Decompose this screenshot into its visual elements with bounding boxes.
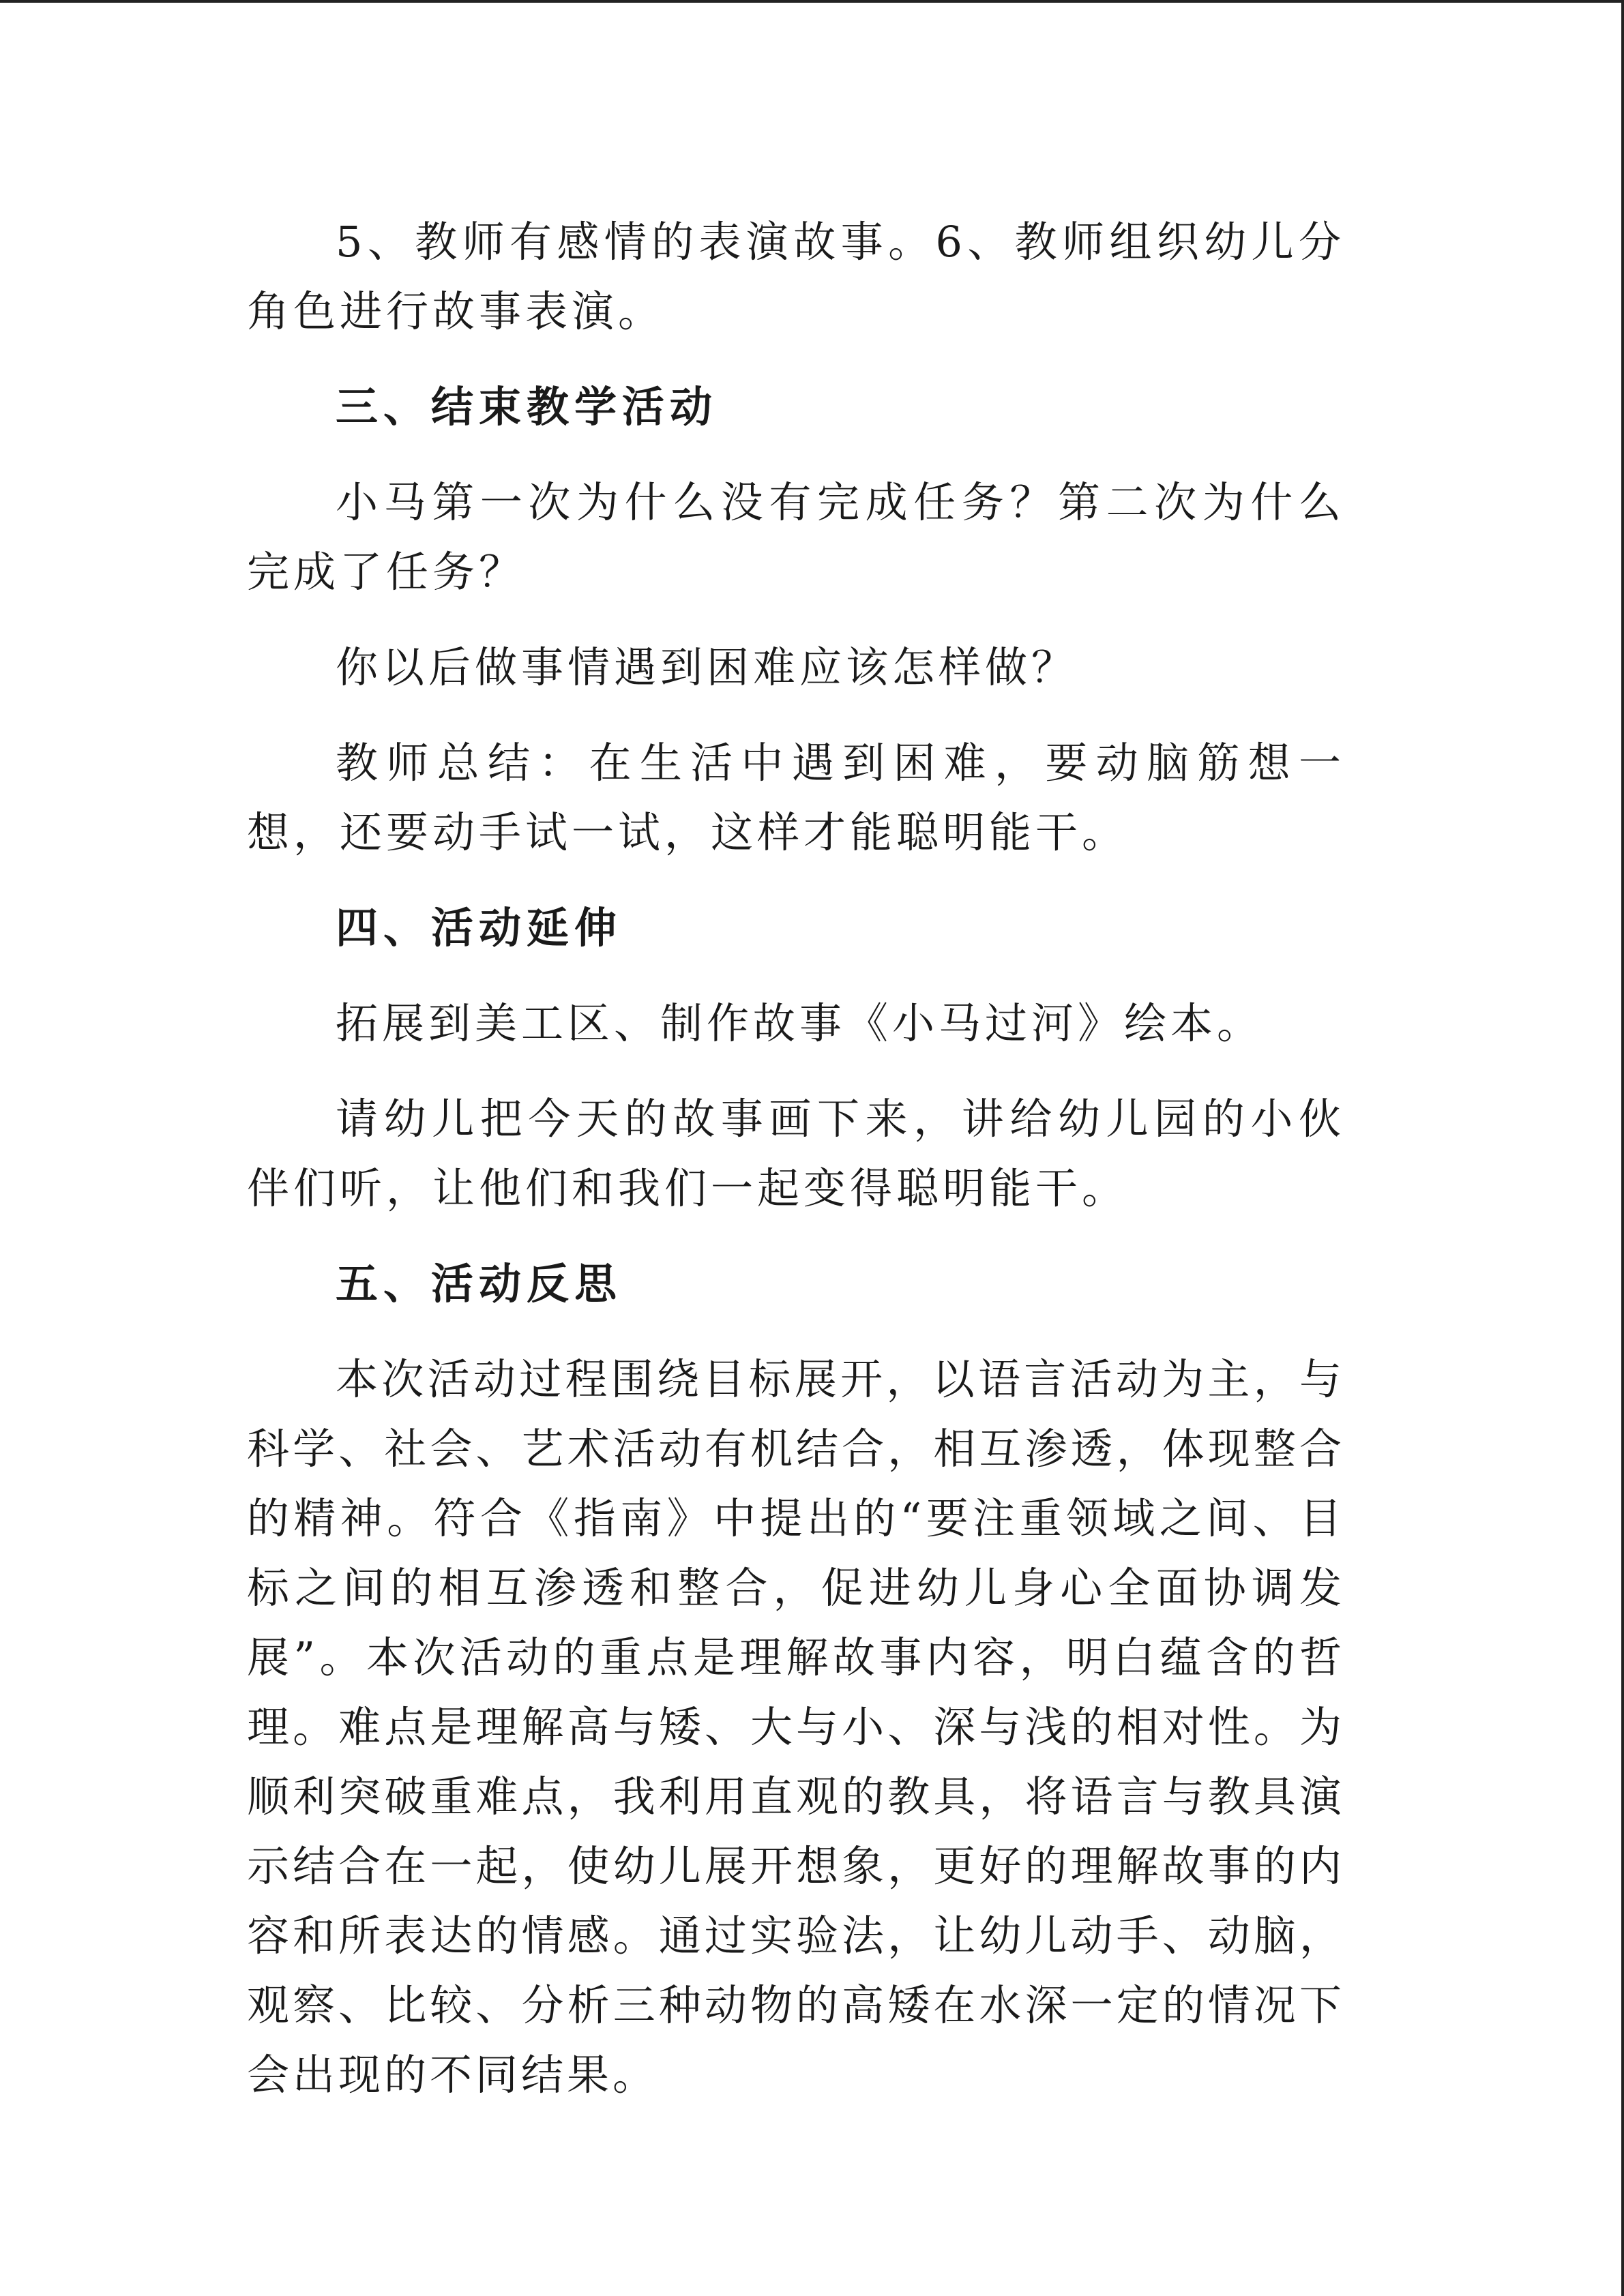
paragraph-question-task: 小马第一次为什么没有完成任务？第二次为什么完成了任务？ xyxy=(247,477,1345,597)
heading-end-activity: 三、结束教学活动 xyxy=(336,382,718,432)
paragraph-question-difficulty: 你以后做事情遇到困难应该怎样做？ xyxy=(336,642,1078,692)
heading-activity-extension: 四、活动延伸 xyxy=(336,903,623,953)
heading-activity-reflection: 五、活动反思 xyxy=(336,1259,623,1309)
paragraph-teacher-summary: 教师总结：在生活中遇到困难，要动脑筋想一想，还要动手试一试，这样才能聪明能干。 xyxy=(247,738,1345,857)
paragraph-art-area: 拓展到美工区、制作故事《小马过河》绘本。 xyxy=(336,998,1264,1048)
paragraph-draw-story: 请幼儿把今天的故事画下来，讲给幼儿园的小伙伴们听，让他们和我们一起变得聪明能干。 xyxy=(247,1094,1345,1213)
document-body xyxy=(247,207,1345,2136)
paragraph-performance: 5、教师有感情的表演故事。6、教师组织幼儿分角色进行故事表演。 xyxy=(247,217,1345,336)
paragraph-reflection: 本次活动过程围绕目标展开，以语言活动为主，与科学、社会、艺术活动有机结合，相互渗透，体现整合的精神。符合《指南》中提出的“要注重领域之间、目标之间的相互渗透和整合，促进幼儿身心全面协调发展”。本次活动的重点是理解故事内容，明白蕴含的哲理。难点是理解高与矮、大与小、深与浅的相对性。为顺利突破重难点，我利用直观的教具，将语言与教具演示结合在一起，使幼儿展开想象，更好的理解故事的内容和所表达的情感。通过实验法，让幼儿动手、动脑，观察、比较、分析三种动物的高矮在水深一定的情况下会出现的不同结果。 xyxy=(247,1354,1345,2100)
